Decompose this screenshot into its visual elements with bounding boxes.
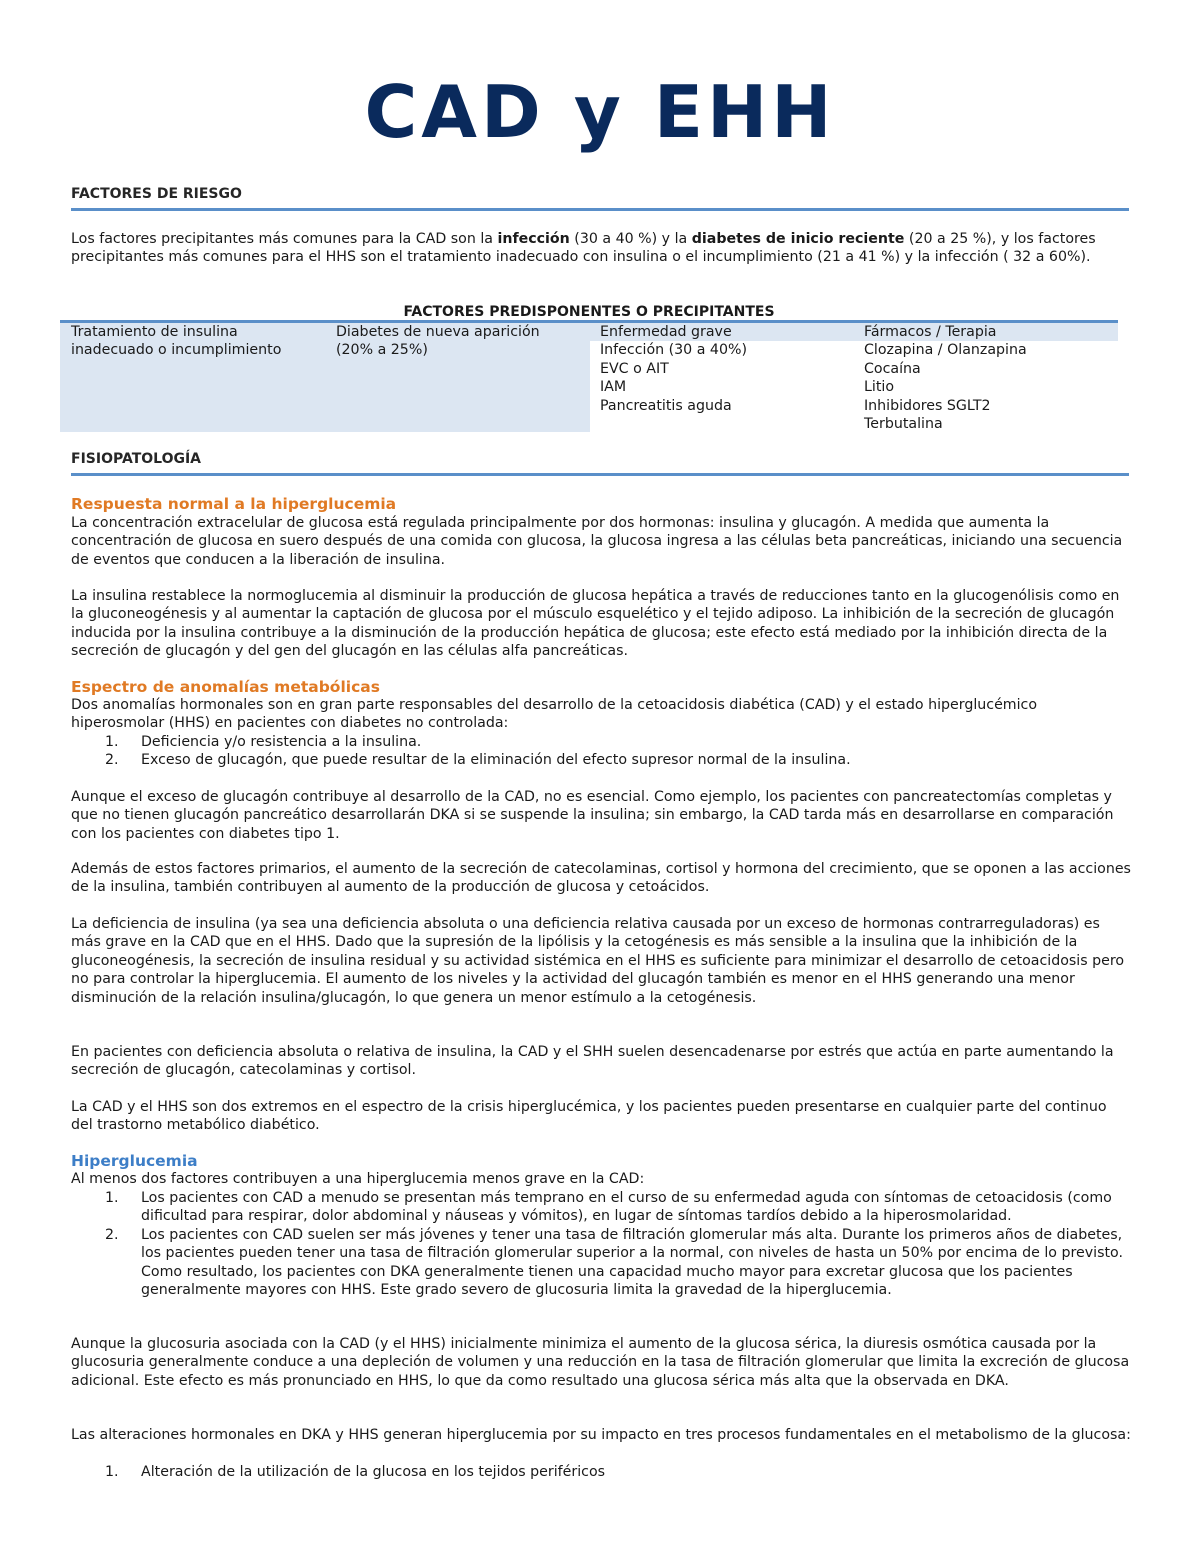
paragraph: Aunque la glucosuria asociada con la CAD (y el HHS) inicialmente minimiza el aumento de la glucosa sérica, la diuresis osmótica causada por la glucosuria generalmente conduce a una depleción de volumen y una reducción en la tasa de filtración glomerular que limita la excreción de glucosa adicional. Este efecto es más pronunciado en HHS, lo que da como resultado una glucosa sérica más alta que la observada en DKA.: [71, 1336, 1130, 1389]
table-col-farmacos: [855, 323, 1118, 433]
list-item: [71, 733, 1131, 751]
numbered-list: [71, 733, 1131, 770]
table-header: Diabetes de nueva aparición: [336, 324, 540, 340]
table-header: Enfermedad grave: [590, 323, 855, 341]
list-number: 1.: [105, 1464, 119, 1480]
list-text: Los pacientes con CAD suelen ser más jóvenes y tener una tasa de filtración glomerular más alta. Durante los primeros años de diabetes, los pacientes pueden tener una tasa de filtración glomerular superior a la normal, con niveles de hasta un 50% por encima de lo previsto. Como resultado, los pacientes con DKA generalmente tienen una capacidad mucho mayor para excretar glucosa que los pacientes generalmente mayores con HHS. Este grado severo de glucosuria limita la gravedad de la hiperglucemia.: [141, 1226, 1123, 1299]
paragraph: La CAD y el HHS son dos extremos en el espectro de la crisis hiperglucémica, y los pacientes pueden presentarse en cualquier parte del continuo del trastorno metabólico diabético.: [71, 1099, 1107, 1134]
table-cell: EVC o AIT: [600, 360, 669, 377]
table-cell: inadecuado o incumplimiento: [71, 342, 282, 359]
table-cell: Pancreatitis aguda: [600, 397, 732, 414]
list-number: 1.: [105, 1190, 119, 1206]
paragraph: Dos anomalías hormonales son en gran parte responsables del desarrollo de la cetoacidosis diabética (CAD) y el estado hiperglucémico hiperosmolar (HHS) en pacientes con diabetes no controlada:: [71, 697, 1038, 732]
table-header: Tratamiento de insulina: [71, 324, 238, 340]
table-header: Fármacos / Terapia: [855, 323, 1118, 341]
factores-paragraph: Los factores precipitantes más comunes para la CAD son la infección (30 a 40 %) y la diabetes de inicio reciente (20 a 25 %), y los factores precipitantes más comunes para el HHS son el tratamiento inadecuado con insulina o el incumplimiento (21 a 41 %) y la infección ( 32 a 60%).: [71, 231, 1096, 266]
section-heading-factores: FACTORES DE RIESGO: [71, 186, 1129, 211]
numbered-list: [71, 1189, 1131, 1299]
list-text: Exceso de glucagón, que puede resultar de la eliminación del efecto supresor normal de la insulina.: [141, 752, 851, 769]
paragraph: La deficiencia de insulina (ya sea una deficiencia absoluta o una deficiencia relativa causada por un exceso de hormonas contrarreguladoras) es más grave en la CAD que en el HHS. Dado que la supresión de la lipólisis y la cetogénesis es más sensible a la insulina que la inhibición de la gluconeogénesis, la secreción de insulina residual y su actividad sistémica en el HHS es suficiente para minimizar el desarrollo de cetoacidosis pero no para controlar la hiperglucemia. El aumento de los niveles y la actividad del glucagón también es menor en el HHS generando una menor disminución de la relación insulina/glucagón, lo que genera un menor estímulo a la cetogénesis.: [71, 916, 1125, 1006]
subheading-espectro: Espectro de anomalías metabólicas: [71, 678, 380, 696]
list-number: 2.: [105, 1226, 119, 1243]
paragraph: Al menos dos factores contribuyen a una hiperglucemia menos grave en la CAD:: [71, 1171, 645, 1187]
table-cell: (20% a 25%): [336, 342, 428, 359]
section-heading-fisiopatologia: FISIOPATOLOGÍA: [71, 451, 1129, 476]
paragraph: Aunque el exceso de glucagón contribuye al desarrollo de la CAD, no es esencial. Como ejemplo, los pacientes con pancreatectomías completas y que no tienen glucagón pancreático desarrollarán DKA si se suspende la insulina; sin embargo, la CAD tarda más en desarrollarse en comparación con los pacientes con diabetes tipo 1.: [71, 789, 1114, 842]
paragraph: En pacientes con deficiencia absoluta o relativa de insulina, la CAD y el SHH suelen desencadenarse por estrés que actúa en parte aumentando la secreción de glucagón, catecolaminas y cortisol.: [71, 1044, 1114, 1079]
table-cell: Infección (30 a 40%): [600, 342, 747, 359]
list-item: [71, 751, 1131, 769]
subheading-respuesta: Respuesta normal a la hiperglucemia: [71, 495, 397, 513]
paragraph: La concentración extracelular de glucosa está regulada principalmente por dos hormonas: insulina y glucagón. A medida que aumenta la concentración de glucosa en suero después de una comida con glucosa, la glucosa ingresa a las células beta pancreáticas, iniciando una secuencia de eventos que conducen a la liberación de insulina.: [71, 515, 1123, 568]
list-text: Deficiencia y/o resistencia a la insulina.: [141, 734, 422, 750]
list-text: Los pacientes con CAD a menudo se presentan más temprano en el curso de su enfermedad aguda con síntomas de cetoacidosis (como dificultad para respirar, dolor abdominal y náuseas y vómitos), en lugar de síntomas tardíos debido a la hiperosmolaridad.: [141, 1190, 1112, 1225]
table-col-diabetes: [325, 323, 590, 432]
table-cell: Cocaína: [864, 360, 921, 377]
table-cell: IAM: [600, 379, 627, 396]
table-col-tratamiento: [60, 323, 325, 432]
table-cell: Clozapina / Olanzapina: [864, 342, 1027, 359]
list-number: 2.: [105, 752, 119, 769]
list-item: [71, 1226, 1131, 1300]
page-title: CAD y EHH: [364, 70, 836, 154]
table-cell: Inhibidores SGLT2: [864, 397, 991, 414]
numbered-list: [71, 1463, 1131, 1481]
paragraph: Las alteraciones hormonales en DKA y HHS generan hiperglucemia por su impacto en tres procesos fundamentales en el metabolismo de la glucosa:: [71, 1427, 1131, 1443]
list-item: [71, 1463, 1131, 1481]
table-cell: Litio: [864, 379, 895, 396]
paragraph: La insulina restablece la normoglucemia al disminuir la producción de glucosa hepática a través de reducciones tanto en la glucogenólisis como en la gluconeogénesis y al aumentar la captación de glucosa por el músculo esquelético y el tejido adiposo. La inhibición de la secreción de glucagón inducida por la insulina contribuye a la disminución de la producción hepática de glucosa; este efecto está mediado por la inhibición directa de la secreción de glucagón y del gen del glucagón en las células alfa pancreáticas.: [71, 588, 1120, 660]
table-cell: Terbutalina: [864, 416, 943, 433]
subheading-hiperglucemia: Hiperglucemia: [71, 1152, 198, 1170]
table-title: FACTORES PREDISPONENTES O PRECIPITANTES: [403, 304, 775, 320]
table-col-enfermedad: [590, 323, 855, 415]
list-item: [71, 1189, 1131, 1226]
list-text: Alteración de la utilización de la glucosa en los tejidos periféricos: [141, 1464, 606, 1480]
paragraph: Además de estos factores primarios, el aumento de la secreción de catecolaminas, cortisol y hormona del crecimiento, que se oponen a las acciones de la insulina, también contribuyen al aumento de la producción de glucosa y cetoácidos.: [71, 861, 1131, 896]
list-number: 1.: [105, 734, 119, 750]
